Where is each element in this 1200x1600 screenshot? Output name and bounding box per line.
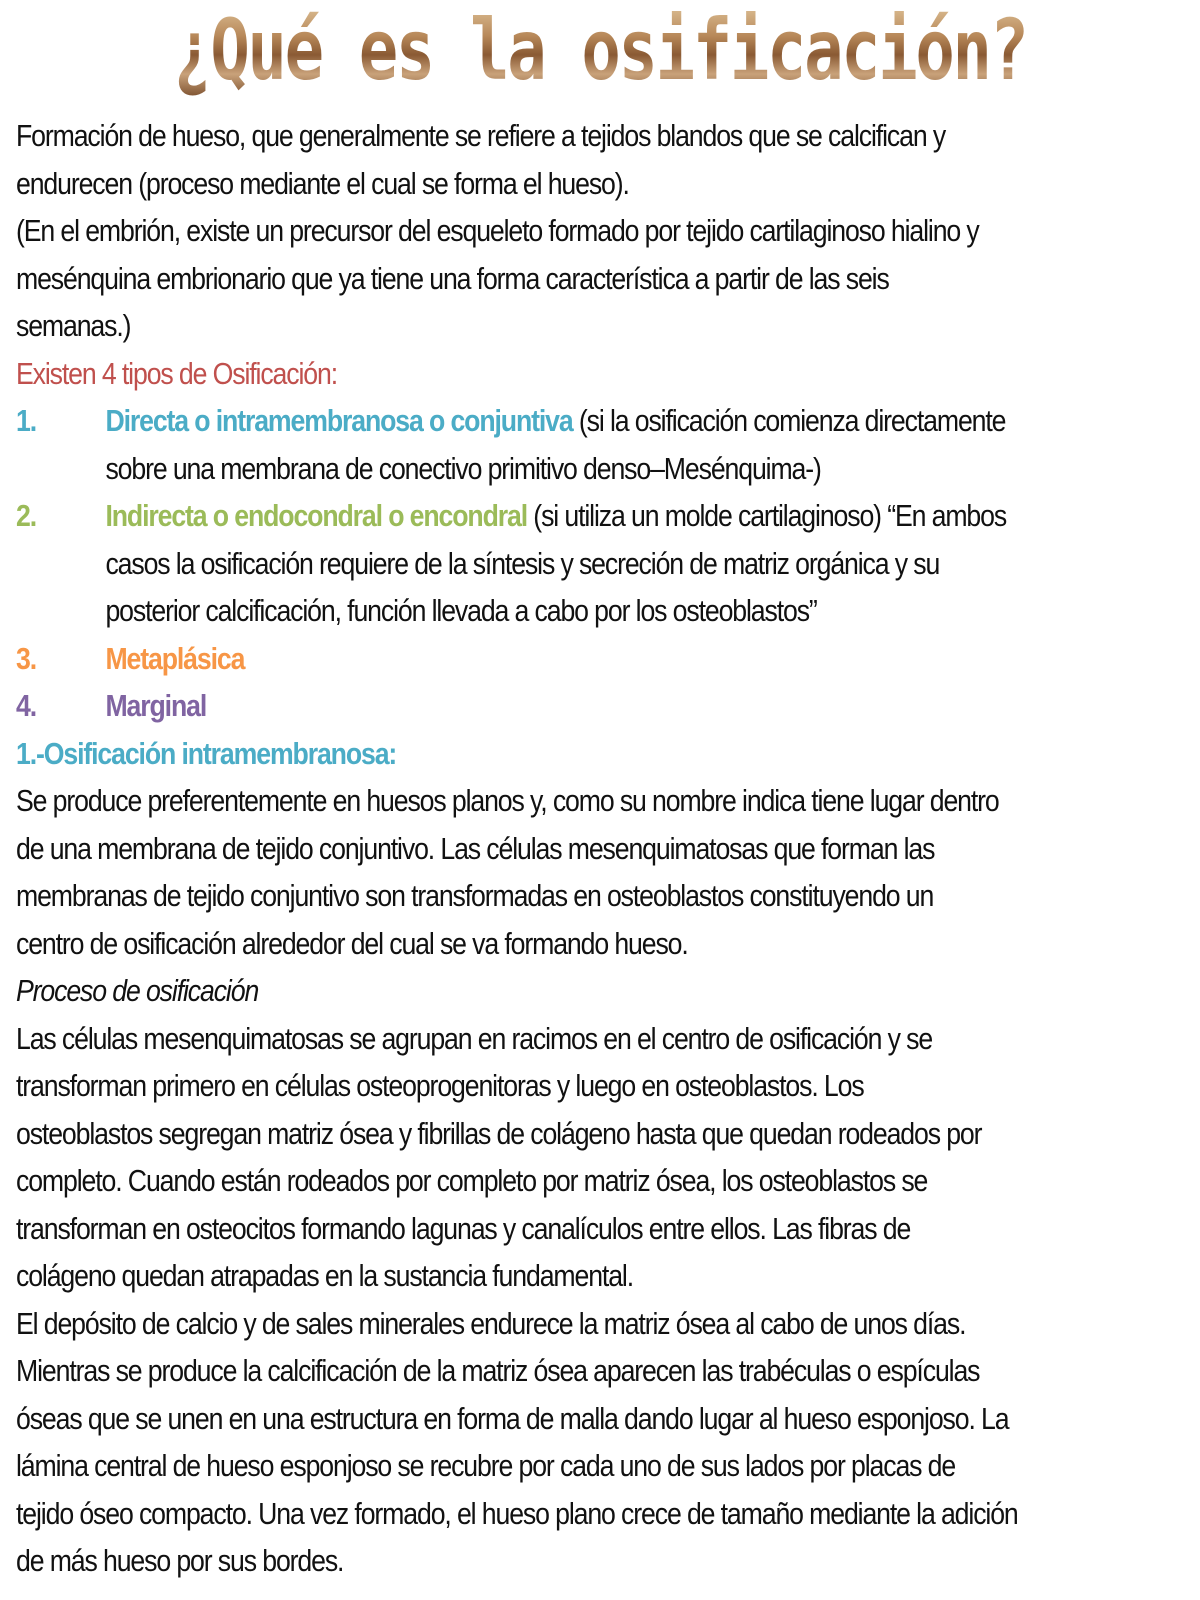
paragraph-line: Las células mesenquimatosas se agrupan en racimos en el centro de osificación y se xyxy=(16,1020,933,1056)
type-description: (si la osificación comienza directamente xyxy=(572,403,1006,438)
paragraph-line: lámina central de hueso esponjoso se recubre por cada uno de sus lados por placas de xyxy=(16,1448,956,1483)
type-description-continued: sobre una membrana de conectivo primitivo denso–Mesénquima-) xyxy=(105,450,821,486)
type-item-4 xyxy=(16,682,1186,730)
paragraph-line: colágeno quedan atrapadas en la sustancia fundamental. xyxy=(16,1258,634,1293)
paragraph-line: Se produce preferentemente en huesos planos y, como su nombre indica tiene lugar dentro xyxy=(16,783,999,818)
paragraph-line: transforman en osteocitos formando lagunas y canalículos entre ellos. Las fibras de xyxy=(16,1210,911,1246)
paragraph-line: membranas de tejido conjuntivo son transformadas en osteoblastos constituyendo un xyxy=(16,878,934,913)
intro-line: mesénquina embrionario que ya tiene una forma característica a partir de las seis xyxy=(16,260,889,296)
type-name: Marginal xyxy=(105,688,207,723)
page-title: ¿Qué es la osificación? xyxy=(132,2,1068,98)
section-heading: 1.-Osificación intramembranosa: xyxy=(16,735,397,771)
types-heading: Existen 4 tipos de Osificación: xyxy=(16,355,337,391)
paragraph-line: osteoblastos segregan matriz ósea y fibrillas de colágeno hasta que quedan rodeados por xyxy=(16,1115,982,1151)
paragraph-line: transforman primero en células osteoprogenitoras y luego en osteoblastos. Los xyxy=(16,1068,864,1103)
intro-line: semanas.) xyxy=(16,308,131,343)
paragraph-line: tejido óseo compacto. Una vez formado, el hueso plano crece de tamaño mediante la adición xyxy=(16,1495,1018,1531)
paragraph-line: Mientras se produce la calcificación de la matriz ósea aparecen las trabéculas o espículas xyxy=(16,1353,980,1388)
paragraph-line: centro de osificación alrededor del cual se va formando hueso. xyxy=(16,925,688,961)
paragraph-line: óseas que se unen en una estructura en forma de malla dando lugar al hueso esponjoso. La xyxy=(16,1400,1009,1436)
type-number: 3. xyxy=(16,640,37,676)
intro-line: endurecen (proceso mediante el cual se forma el hueso). xyxy=(16,165,629,201)
type-item-2 xyxy=(16,492,1186,540)
document-body xyxy=(16,112,1186,1585)
intro-line: (En el embrión, existe un precursor del esqueleto formado por tejido cartilaginoso hialino y xyxy=(16,213,979,248)
subheading: Proceso de osificación xyxy=(16,973,259,1008)
type-number: 4. xyxy=(16,688,37,723)
paragraph-line: completo. Cuando están rodeados por completo por matriz ósea, los osteoblastos se xyxy=(16,1163,928,1198)
paragraph-line: El depósito de calcio y de sales minerales endurece la matriz ósea al cabo de unos días. xyxy=(16,1305,966,1341)
paragraph-line: de más hueso por sus bordes. xyxy=(16,1543,344,1578)
type-name: Metaplásica xyxy=(105,640,245,676)
type-item-1 xyxy=(16,397,1186,445)
type-number: 2. xyxy=(16,498,37,533)
type-description-continued: posterior calcificación, función llevada a cabo por los osteoblastos” xyxy=(105,593,817,628)
type-item-3 xyxy=(16,635,1186,683)
paragraph-line: de una membrana de tejido conjuntivo. Las células mesenquimatosas que forman las xyxy=(16,830,935,866)
intro-line: Formación de hueso, que generalmente se refiere a tejidos blandos que se calcifican y xyxy=(16,118,946,153)
type-name: Indirecta o endocondral o encondral xyxy=(105,498,528,533)
type-name: Directa o intramembranosa o conjuntiva xyxy=(105,403,573,438)
type-number: 1. xyxy=(16,403,37,438)
type-description: (si utiliza un molde cartilaginoso) “En ambos xyxy=(527,498,1007,533)
type-description-continued: casos la osificación requiere de la síntesis y secreción de matriz orgánica y su xyxy=(105,545,940,581)
